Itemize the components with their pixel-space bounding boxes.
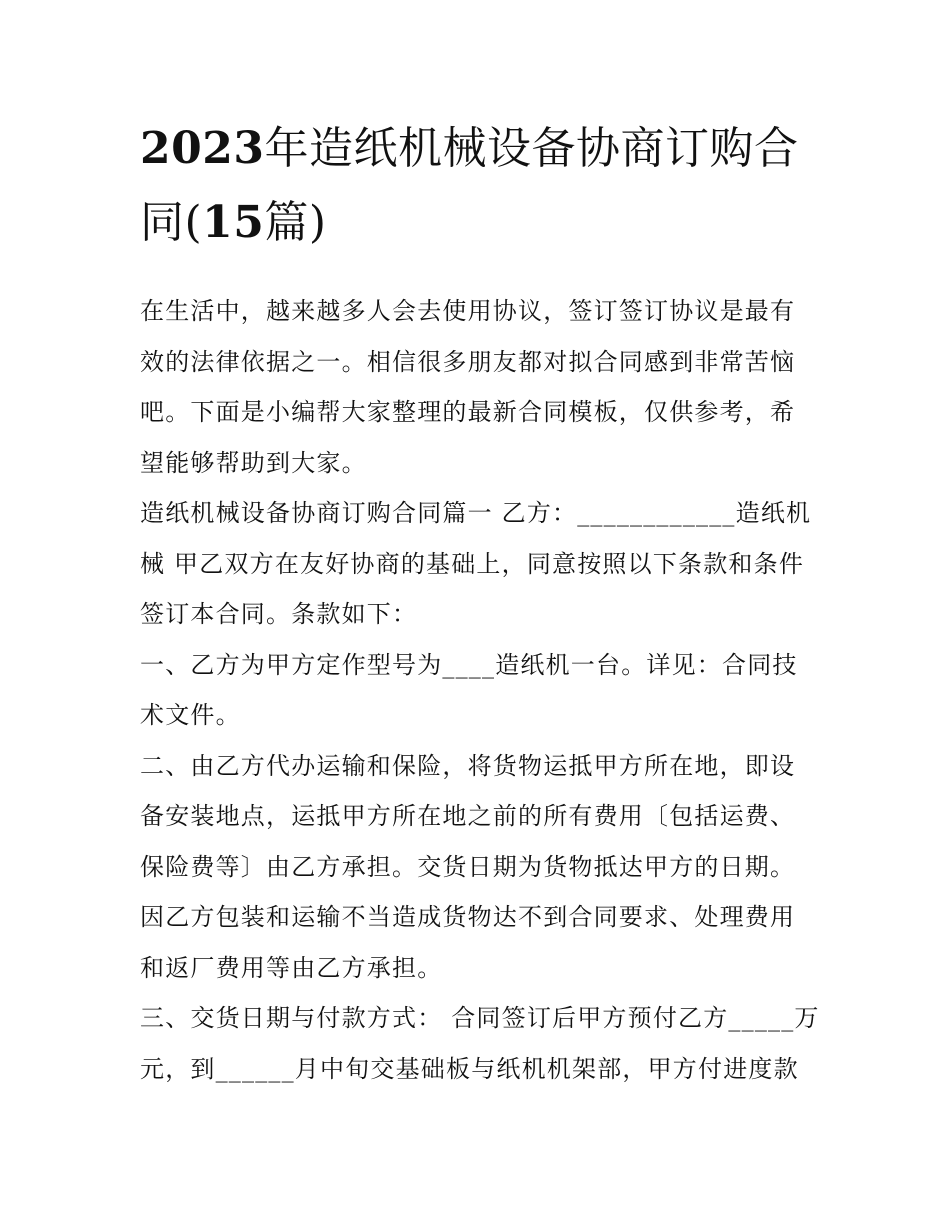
title-count: 15 <box>202 197 265 248</box>
contract-opening-paragraph: 造纸机械设备协商订购合同篇一 乙方：____________造纸机械 甲乙双方在友好协商的基础上，同意按照以下条款和条件签订本合同。条款如下： <box>140 499 812 628</box>
document-page <box>140 112 820 1094</box>
clause-two-paragraph: 二、由乙方代办运输和保险，将货物运抵甲方所在地，即设备安装地点，运抵甲方所在地之前的所有费用〔包括运费、保险费等〕由乙方承担。交货日期为货物抵达甲方的日期。因乙方包装和运输不当造成货物达不到合同要求、处理费用和返厂费用等由乙方承担。 <box>140 751 796 982</box>
title-end: 篇) <box>264 197 327 248</box>
clause-three-paragraph: 三、交货日期与付款方式： 合同签订后甲方预付乙方_____万元，到______月中旬交基础板与纸机机架部，甲方付进度款 <box>140 1004 820 1083</box>
document-title <box>140 112 820 260</box>
document-body <box>140 286 820 1094</box>
intro-paragraph: 在生活中，越来越多人会去使用协议，签订签订协议是最有效的法律依据之一。相信很多朋友都对拟合同感到非常苦恼吧。下面是小编帮大家整理的最新合同模板，仅供参考，希望能够帮助到大家。 <box>140 297 796 477</box>
title-main: 年造纸机械设备协商订购合同( <box>140 123 799 248</box>
clause-one-paragraph: 一、乙方为甲方定作型号为____造纸机一台。详见：合同技术文件。 <box>140 650 798 729</box>
title-year: 2023 <box>140 123 265 174</box>
